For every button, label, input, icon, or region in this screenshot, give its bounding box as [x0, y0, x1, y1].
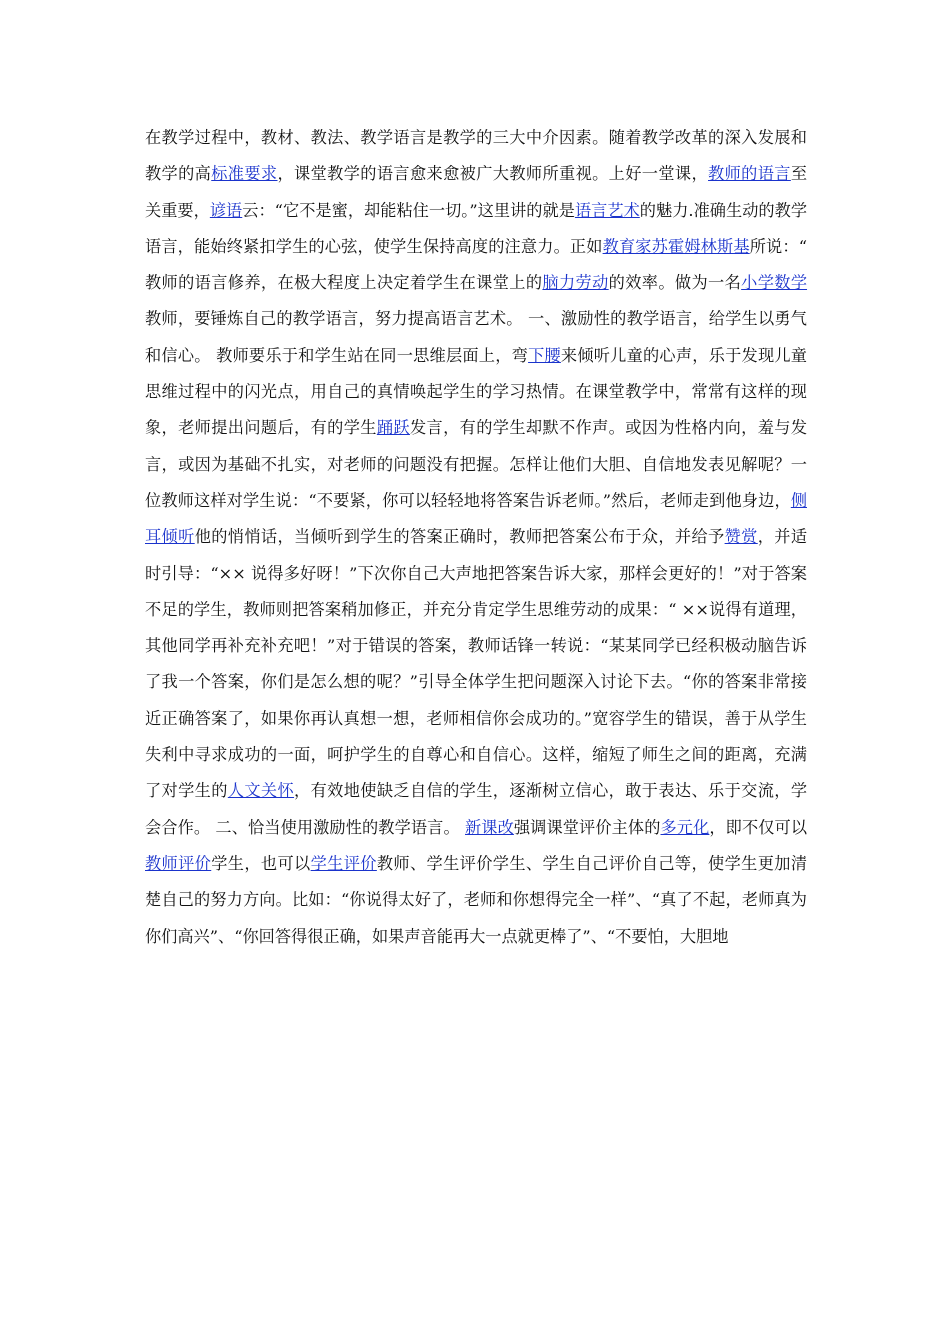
text-run: ，有效地使缺乏自信的学生，逐渐树立信心，敢于表达、乐于交流，学会合作。 二、恰当使用激励性的教学语言。: [145, 781, 808, 837]
text-run: 所说：“教师的语言修养，在极大程度上决定着学生在课堂上的: [145, 236, 808, 293]
text-run: 至关重要，: [145, 164, 808, 220]
inline-link[interactable]: 教师评价: [145, 853, 212, 873]
body-paragraph: [145, 120, 807, 955]
text-run: 在教学过程中，教材、教法、教学语言是教学的三大中介因素。随着教学改革的深入发展和教学的高: [145, 128, 807, 184]
text-run: ，课堂教学的语言愈来愈被广大教师所重视。上好一堂课，: [277, 164, 709, 184]
text-run: ，并适时引导：“×× 说得多好呀！”下次你自己大声地把答案告诉大家，那样会更好的！”对于答案不足的学生，教师则把答案稍加修正，并充分肯定学生思维劳动的成果：“ ××说得有道理，其他同学再补充补充吧！”对于错误的答案，教师话锋一转说：“某某同学已经积极动脑告诉了我一个答案，你们是怎么想的呢？”引导全体学生把问题深入讨论下去。“你的答案非常接近正确答案了，如果你再认真想一想，老师相信你会成功的。”宽容学生的错误，善于从学生失利中寻求成功的一面，呵护学生的自尊心和自信心。这样，缩短了师生之间的距离，充满了对学生的: [145, 527, 808, 801]
inline-link[interactable]: 脑力劳动: [542, 273, 609, 293]
text-run: 云：“它不是蜜，却能粘住一切。”这里讲的就是: [242, 200, 575, 220]
text-run: 发言，有的学生却默不作声。或因为性格内向，羞与发言，或因为基础不扎实，对老师的问题没有把握。怎样让他们大胆、自信地发表见解呢？一位教师这样对学生说：“不要紧，你可以轻轻地将答案告诉老师。”然后，老师走到他身边，: [145, 418, 808, 510]
text-run: 教师，要锤炼自己的教学语言，努力提高语言艺术。 一、激励性的教学语言，给学生以勇气和信心。 教师要乐于和学生站在同一思维层面上，弯: [145, 309, 807, 365]
inline-link[interactable]: 侧耳倾听: [145, 490, 807, 547]
inline-link[interactable]: 标准要求: [211, 164, 278, 184]
inline-link[interactable]: 小学数学: [741, 273, 808, 293]
inline-link[interactable]: 多元化: [660, 817, 710, 837]
inline-link[interactable]: 教育家苏霍姆林斯基: [602, 236, 750, 256]
inline-link[interactable]: 人文关怀: [227, 781, 295, 801]
inline-link[interactable]: 教师的语言: [708, 164, 791, 184]
text-run: 学生，也可以: [211, 853, 311, 873]
inline-link[interactable]: 踊跃: [376, 418, 410, 438]
inline-link[interactable]: 赞赏: [724, 527, 758, 547]
text-run: 教师、学生评价学生、学生自己评价自己等，使学生更加清楚自己的努力方向。比如：“你说得太好了，老师和你想得完全一样”、“真了不起，老师真为你们高兴”、“你回答得很正确，如果声音能再大一点就更棒了”、“不要怕，大胆地: [145, 853, 808, 946]
text-run: 的魅力.准确生动的教学语言，能始终紧扣学生的心弦，使学生保持高度的注意力。正如: [145, 200, 808, 256]
text-run: 他的悄悄话，当倾听到学生的答案正确时，教师把答案公布于众，并给予: [194, 527, 725, 547]
text-run: ，即不仅可以: [709, 817, 808, 837]
text-run: 来倾听儿童的心声，乐于发现儿童思维过程中的闪光点，用自己的真情唤起学生的学习热情。在课堂教学中，常常有这样的现象，老师提出问题后，有的学生: [145, 345, 807, 438]
inline-link[interactable]: 新课改: [465, 817, 514, 837]
text-run: 的效率。做为一名: [608, 273, 742, 293]
inline-link[interactable]: 下腰: [528, 345, 561, 365]
text-run: 强调课堂评价主体的: [513, 817, 661, 837]
inline-link[interactable]: 语言艺术: [574, 200, 640, 220]
inline-link[interactable]: 学生评价: [310, 853, 377, 873]
inline-link[interactable]: 谚语: [209, 200, 243, 220]
